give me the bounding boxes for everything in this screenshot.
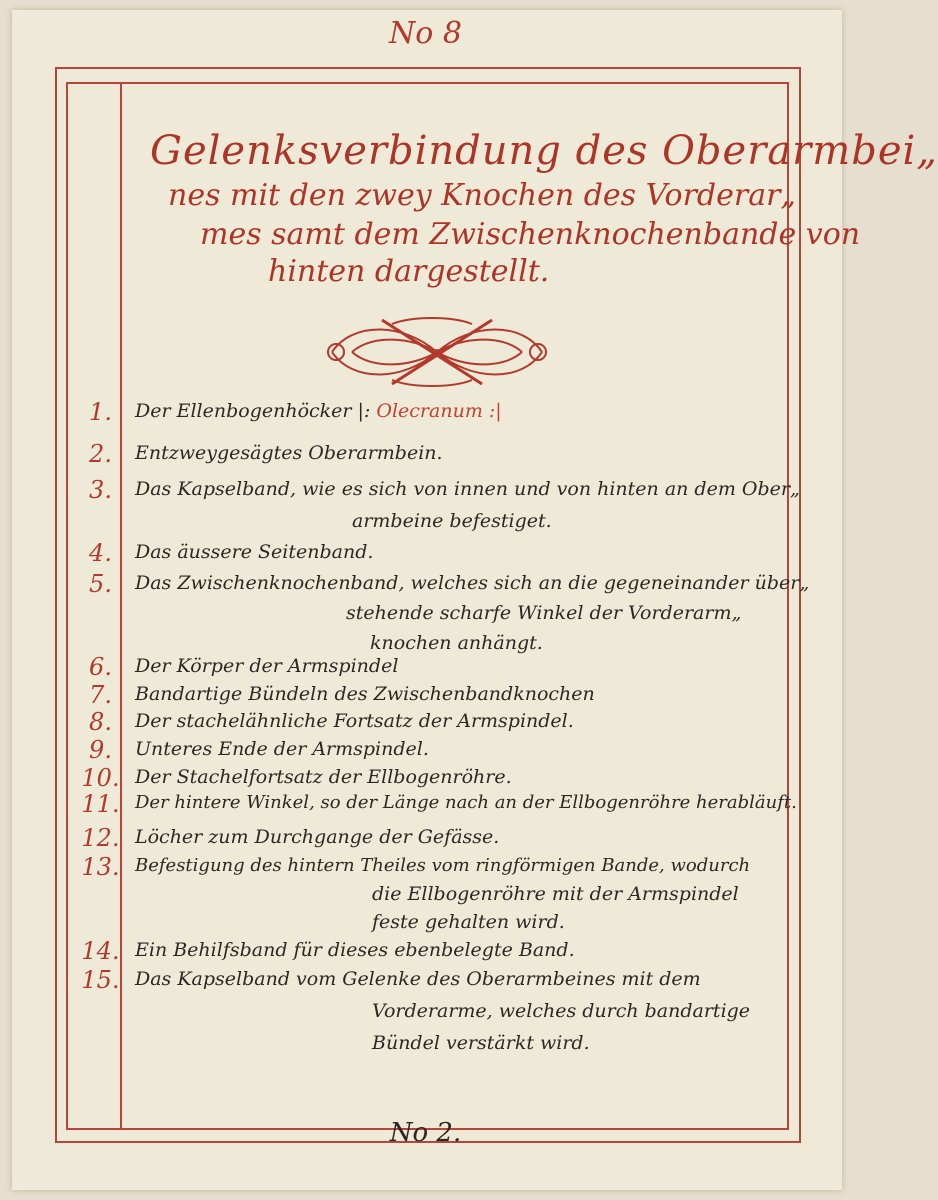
item-number: 3. <box>89 476 112 504</box>
item-number: 7. <box>89 681 112 709</box>
item-text: Befestigung des hintern Theiles vom ringförmigen Bande, wodurch <box>135 855 751 876</box>
item-text: Entzweygesägtes Oberarmbein. <box>135 442 443 464</box>
title-line-2: nes mit den zwey Knochen des Vorderar„ <box>168 178 796 213</box>
item-text-part: Der Ellenbogenhöcker |: <box>135 400 377 422</box>
item-text <box>135 400 502 422</box>
item-number: 9. <box>89 736 112 764</box>
list-item <box>0 964 851 1054</box>
list-item <box>0 706 851 736</box>
item-number: 4. <box>89 539 112 567</box>
title-line-1: Gelenksverbindung des Oberarmbei„ <box>150 128 938 174</box>
item-text: Das Zwischenknochenband, welches sich an die gegeneinander über„ <box>135 572 810 594</box>
list-item <box>0 651 851 681</box>
item-text: Das Kapselband vom Gelenke des Oberarmbeines mit dem <box>135 968 701 990</box>
item-number: 11. <box>81 790 120 818</box>
list-item <box>0 568 851 654</box>
item-text: Bandartige Bündeln des Zwischenbandknochen <box>135 683 595 705</box>
list-item <box>0 396 851 426</box>
item-text: Unteres Ende der Armspindel. <box>135 738 429 760</box>
list-item <box>0 788 851 818</box>
item-number: 10. <box>81 764 120 792</box>
item-number: 2. <box>89 440 112 468</box>
item-number: 12. <box>81 824 120 852</box>
item-text: Der Körper der Armspindel <box>135 655 399 677</box>
item-text: Ein Behilfsband für dieses ebenbelegte Band. <box>135 939 575 961</box>
list-item <box>0 935 851 965</box>
item-number: 13. <box>81 853 120 881</box>
item-text-continuation: knochen anhängt. <box>370 632 543 654</box>
item-number: 6. <box>89 653 112 681</box>
title-line-3: mes samt dem Zwischenknochenbande von <box>200 217 861 252</box>
item-text-continuation: stehende scharfe Winkel der Vorderarm„ <box>346 602 742 624</box>
item-text: Der stachelähnliche Fortsatz der Armspindel. <box>135 710 574 732</box>
item-text-continuation: die Ellbogenröhre mit der Armspindel <box>372 883 739 905</box>
list-item <box>0 851 851 933</box>
page-title <box>150 128 938 289</box>
item-number: 8. <box>89 708 112 736</box>
page-number: No 8 <box>389 16 462 51</box>
latin-term: Olecranum :| <box>376 400 502 422</box>
item-text-continuation: Vorderarme, welches durch bandartige <box>372 1000 751 1022</box>
item-number: 1. <box>89 398 112 426</box>
list-item <box>0 734 851 764</box>
item-number: 15. <box>81 966 120 994</box>
item-text: Löcher zum Durchgange der Gefässe. <box>135 826 500 848</box>
footer-page-number: No 2. <box>389 1118 462 1148</box>
item-text: Das äussere Seitenband. <box>135 541 374 563</box>
item-number: 5. <box>89 570 112 598</box>
list-item <box>0 537 851 567</box>
item-text-continuation: armbeine befestiget. <box>352 510 552 532</box>
item-number: 14. <box>81 937 120 965</box>
item-text-continuation: Bündel verstärkt wird. <box>372 1032 590 1054</box>
item-text-continuation: feste gehalten wird. <box>372 911 565 933</box>
item-text: Der hintere Winkel, so der Länge nach an der Ellbogenröhre herabläuft. <box>135 792 797 813</box>
title-line-4: hinten dargestellt. <box>268 254 550 289</box>
item-text: Das Kapselband, wie es sich von innen und von hinten an dem Ober„ <box>135 478 800 500</box>
item-text: Der Stachelfortsatz der Ellbogenröhre. <box>135 766 512 788</box>
list-item <box>0 474 851 532</box>
calligraphic-flourish-icon <box>322 312 552 392</box>
list-item <box>0 822 851 852</box>
list-item <box>0 438 851 468</box>
list-item <box>0 679 851 709</box>
